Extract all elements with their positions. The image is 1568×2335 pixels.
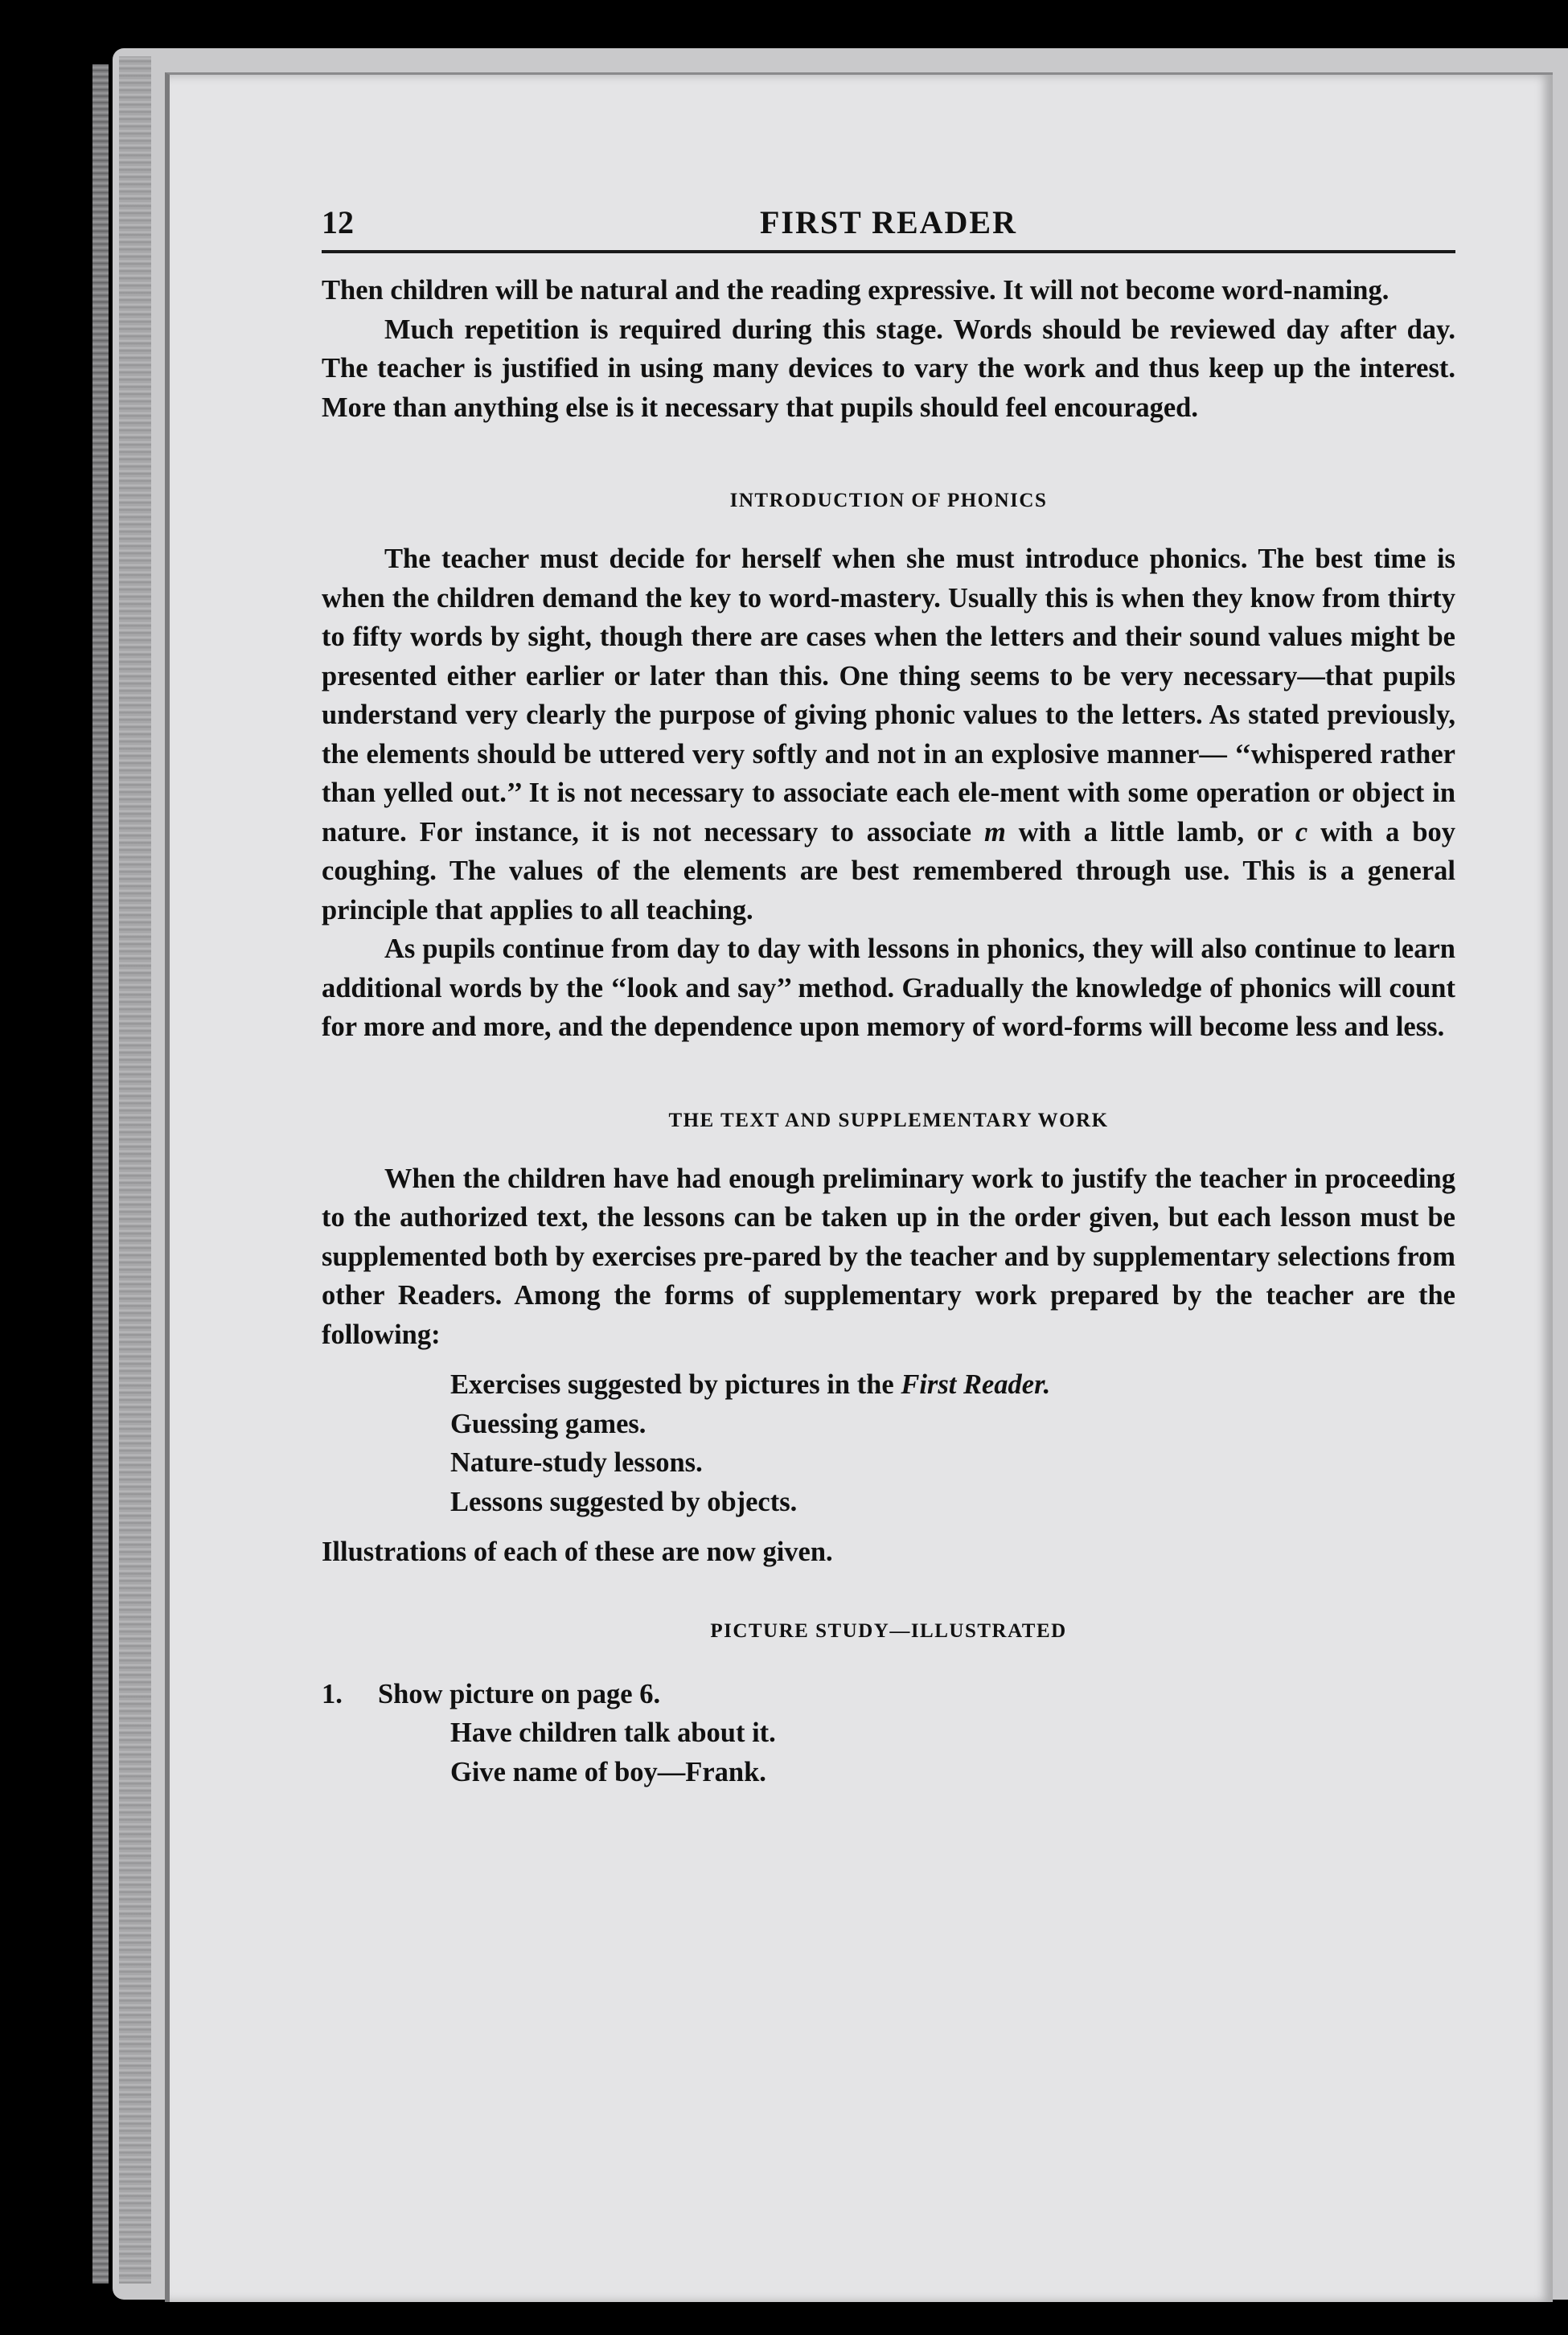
item-subline: Have children talk about it. [450, 1717, 776, 1748]
page-title: FIRST READER [760, 204, 1017, 240]
book-page-edges [119, 56, 151, 2284]
intro-paragraph-1: Then children will be natural and the reading expressive. It will not become word-naming. [322, 275, 1389, 306]
item-number: 1. [322, 1678, 343, 1709]
letter-m: m [983, 816, 1006, 847]
phonics-paragraph-1-mid: with a little lamb, or [1018, 816, 1283, 847]
list-item: Nature-study lessons. [450, 1447, 703, 1478]
phonics-paragraph-1-text: The teacher must decide for herself when she must introduce phonics. The best time is when the children demand the key to word-mastery. Usually this is when they know from thirty to fifty words by sight, though there are cases when the letters and their sound values might be presented either earlier or later than this. One thing seems to be very necessary—that pupils understand very clearly the purpose of giving phonic values to the letters. As stated previously, the elements should be uttered very softly and not in an explosive manner— ‘‘whispered rather than yelled out.’’ It is not necessary to associate each ele-ment with some operation or object in nature. For instance, it is not necessary to associate [322, 544, 1455, 847]
phonics-paragraph-2: As pupils continue from day to day with lessons in phonics, they will also continue to learn additional words by the ‘‘look and say’’ method. Gradually the knowledge of phonics will count for more and more, and the dependence upon memory of word-forms will become less and less. [322, 934, 1455, 1042]
running-header [322, 197, 1455, 253]
book-title-emphasis: First Reader. [901, 1369, 1051, 1400]
section-heading-phonics: INTRODUCTION OF PHONICS [729, 490, 1048, 511]
list-item: Guessing games. [450, 1408, 646, 1439]
item-subline: Give name of boy—Frank. [450, 1756, 766, 1787]
phonics-paragraph-1-end: with a boy coughing. The values of the elements are best remembered through use. This is a general principle that applies to all teaching. [322, 816, 1456, 925]
section-heading-picture-study: PICTURE STUDY—ILLUSTRATED [710, 1619, 1067, 1642]
section-heading-text: THE TEXT AND SUPPLEMENTARY WORK [668, 1109, 1109, 1131]
item-text: Show picture on page 6. [378, 1678, 661, 1709]
text-paragraph-1: When the children have had enough preliminary work to justify the teacher in proceeding to the authorized text, the lessons can be taken up in the order given, but each lesson must be supplemented both by exercises pre-pared by the teacher and by supplementary selections from other Readers. Among the forms of supplementary work prepared by the teacher are the following: [322, 1163, 1455, 1350]
list-item: Exercises suggested by pictures in the First Reader. [450, 1369, 1051, 1400]
book-spine-edge [92, 64, 109, 2284]
page-content [322, 197, 1455, 1791]
list-item: Lessons suggested by objects. [450, 1486, 798, 1517]
phonics-paragraph-1 [322, 540, 1455, 929]
page-number: 12 [322, 204, 354, 240]
intro-paragraph-2: Much repetition is required during this stage. Words should be reviewed day after day. The teacher is justified in using many devices to vary the work and thus keep up the interest. More than anything else is it necessary that pupils should feel encouraged. [322, 314, 1455, 423]
picture-study-item [322, 1675, 1455, 1792]
supplementary-work-list [322, 1365, 1455, 1521]
letter-c: c [1295, 816, 1308, 847]
closing-line: Illustrations of each of these are now given. [322, 1537, 833, 1567]
